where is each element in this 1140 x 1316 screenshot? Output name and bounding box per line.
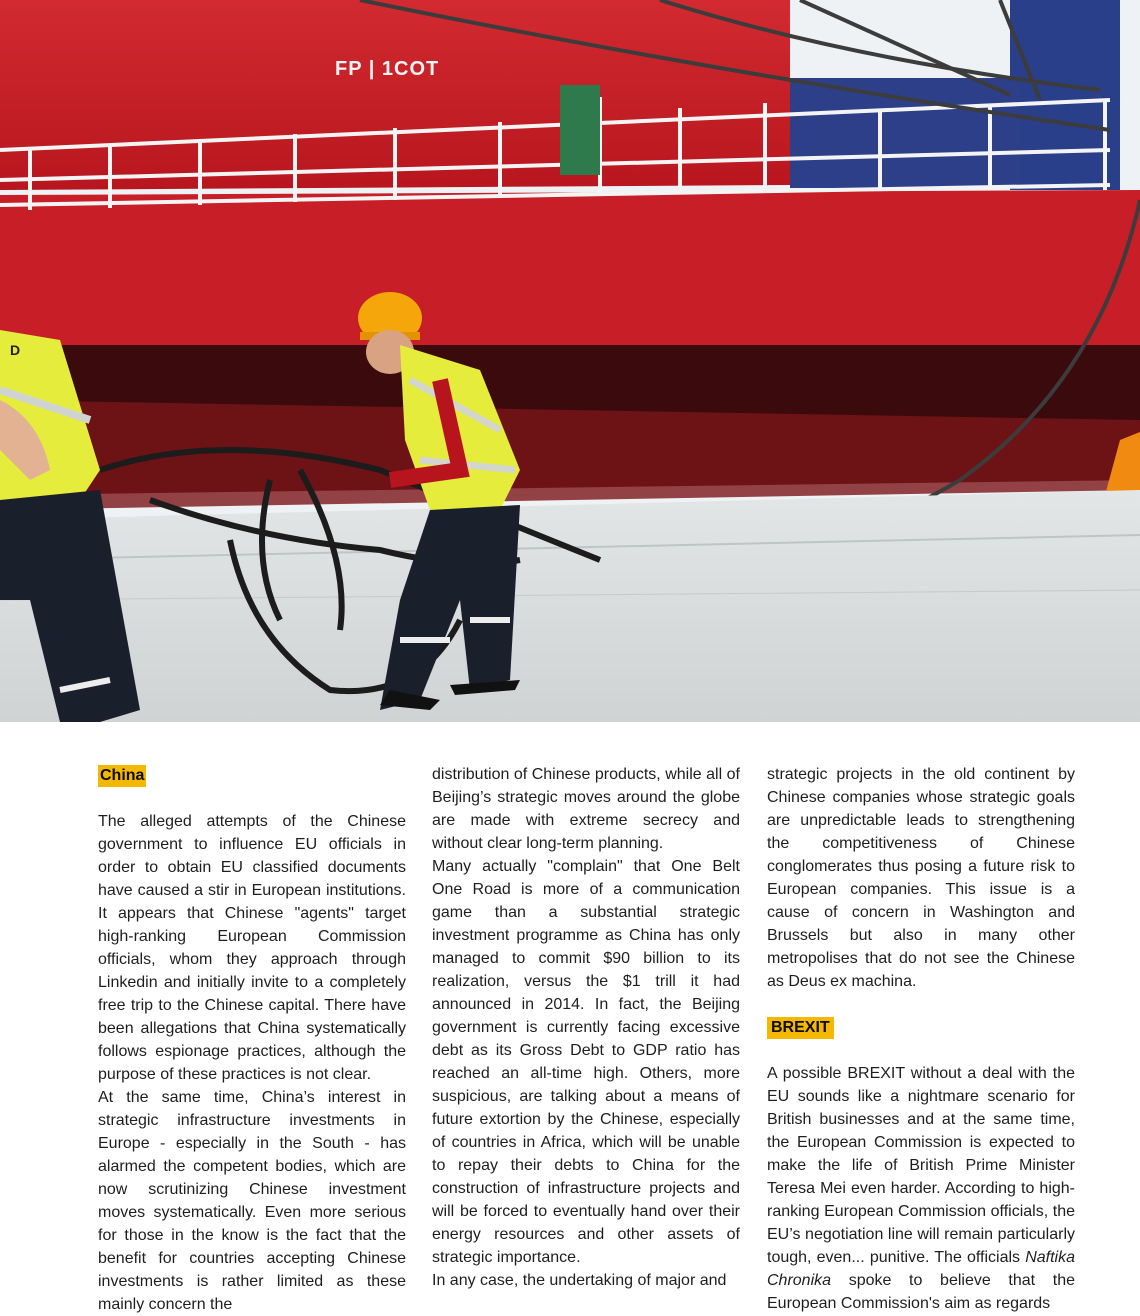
column-2 bbox=[432, 763, 740, 1292]
column-1 bbox=[98, 763, 406, 1316]
brexit-text-before: A possible BREXIT without a deal with the EU sounds like a nightmare scenario for British businesses and at the same time, the European Commission is expected to make the life of British Prime Minister Teresa Mei even harder. According to high-ranking European Commission officials, the EU’s negotiation line will remain particularly tough, even... punitive. The officials bbox=[767, 1065, 1075, 1266]
green-bollard bbox=[560, 85, 600, 175]
column-3 bbox=[767, 763, 1075, 1315]
hull-marking: FP | 1COT bbox=[335, 58, 440, 80]
publication-name: Naftika Chronika bbox=[767, 1249, 1075, 1289]
china-heading: China bbox=[98, 765, 146, 787]
col2-paragraph-1: distribution of Chinese products, while all of Beijing’s strategic moves around the globe are made with extreme secrecy and without clear long-term planning. bbox=[432, 766, 740, 852]
blue-deckhouse bbox=[790, 78, 1020, 188]
col3-paragraph-1: strategic projects in the old continent by Chinese companies whose strategic goals are unpredictable leads to strengthening the competitiveness of Chinese conglomerates thus posing a future risk to European companies. This issue is a cause of concern in Washington and Brussels but also in many other metropolises that do not see the Chinese as Deus ex machina. bbox=[767, 766, 1075, 990]
main-hull bbox=[0, 190, 1140, 345]
col1-paragraph-2: At the same time, China’s interest in strategic infrastructure investments in Europe - especially in the South - has alarmed the competent bodies, which are now scrutinizing Chinese investment moves systematically. Even more serious for those in the know is the fact that the benefit for countries accepting Chinese investments is rather limited as these mainly concern the bbox=[98, 1089, 406, 1313]
col2-paragraph-2: Many actually "complain" that One Belt One Road is more of a communication game than a substantial strategic investment programme as China has only managed to commit $90 billion to its realization, versus the $1 trill it had announced in 2014. In fact, the Beijing government is currently facing excessive debt as its Gross Debt to GDP ratio has reached an all-time high. Others, more suspicious, are talking about a means of future extortion by the Chinese, especially of countries in Africa, which will be unable to repay their debts to China for the construction of infrastructure projects and will be forced to eventually hand over their energy resources and other assets of strategic importance. bbox=[432, 858, 740, 1266]
dock-surface bbox=[0, 490, 1140, 722]
col1-paragraph-1: The alleged attempts of the Chinese government to influence EU officials in order to obtain EU classified documents have caused a stir in European institutions. It appears that Chinese "agents" target high-ranking European Commission officials, whom they approach through Linkedin and initially invite to a completely free trip to the Chinese capital. There have been allegations that China systematically follows espionage practices, although the purpose of these practices is not clear. bbox=[98, 813, 406, 1083]
col2-paragraph-3: In any case, the undertaking of major and bbox=[432, 1272, 727, 1289]
brexit-text-after: spoke to believe that the European Commission's aim as regards bbox=[767, 1272, 1075, 1312]
brexit-heading: BREXIT bbox=[767, 1017, 834, 1039]
vest-lettering: D bbox=[10, 342, 21, 358]
col3-paragraph-2 bbox=[767, 1062, 1075, 1315]
